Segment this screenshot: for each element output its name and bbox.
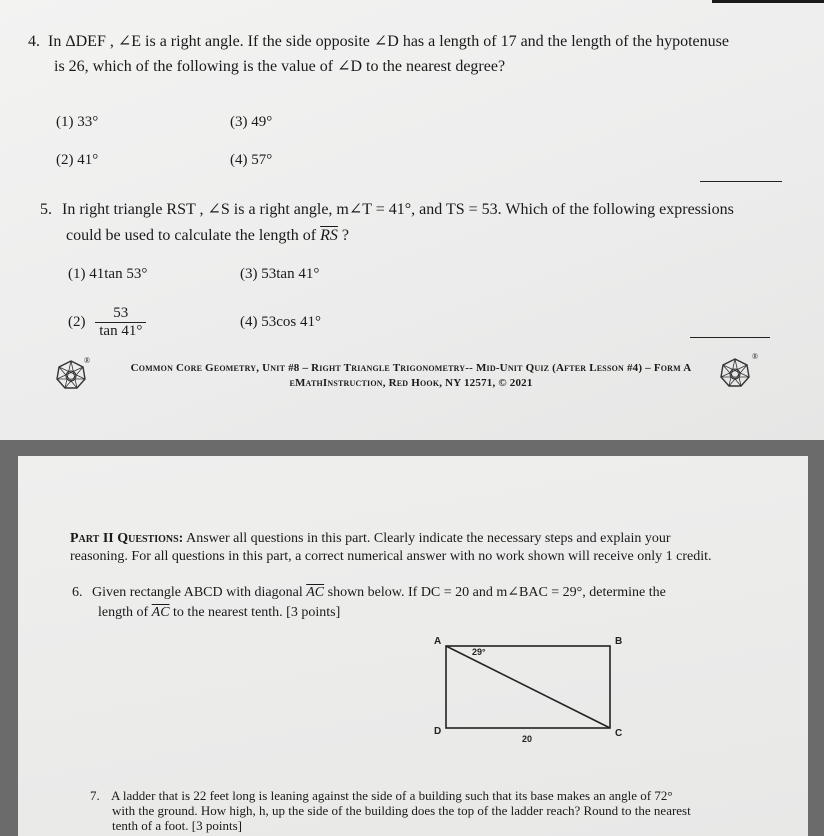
question-text-line1: In right triangle RST , ∠S is a right angle, m∠T = 41°, and TS = 53. Which of the following expressions <box>62 201 734 218</box>
segment-rs: $\overline{RS}$ <box>320 227 338 244</box>
emath-logo-icon <box>720 358 750 388</box>
question-number: 6. <box>72 585 83 600</box>
instructions-line1: Answer all questions in this part. Clearly indicate the necessary steps and explain your <box>186 531 671 546</box>
q6-line1-end: shown below. If DC = 20 and m∠BAC = 29°, determine the <box>327 585 666 600</box>
q5-line2-end: ? <box>337 227 350 244</box>
q4-option-1[interactable]: (1) 33° <box>56 114 99 130</box>
q4-option-2[interactable]: (2) 41° <box>56 152 99 168</box>
vertex-a-label: A <box>434 636 442 647</box>
fraction-numerator: 53 <box>95 305 146 323</box>
q7-line3: tenth of a foot. [3 points] <box>112 818 242 833</box>
q4-option-4[interactable]: (4) 57° <box>230 152 273 168</box>
vertex-d-label: D <box>434 726 442 737</box>
q5-option-3[interactable]: (3) 53tan 41° <box>240 266 320 282</box>
question-6 <box>72 584 772 622</box>
q5-option-4[interactable]: (4) 53cos 41° <box>240 314 321 330</box>
question-text-line2 <box>66 224 349 248</box>
q6-line2-end: to the nearest tenth. [3 points] <box>173 605 341 620</box>
registered-mark: ® <box>752 352 759 361</box>
q5-line2-text: could be used to calculate the length of <box>66 227 317 244</box>
question-number: 5. <box>40 201 52 218</box>
rectangle-abcd-diagram <box>422 632 642 748</box>
segment-ac: $\overline{AC}$ <box>306 585 325 600</box>
registered-mark: ® <box>84 356 91 365</box>
quiz-page-2 <box>18 456 808 836</box>
fraction-denominator: tan 41° <box>99 323 143 339</box>
diagonal-ac <box>446 646 610 728</box>
fraction <box>95 305 146 340</box>
emath-logo-icon <box>56 360 86 390</box>
side-dc-label: 20 <box>522 734 533 744</box>
q6-line1-text: Given rectangle ABCD with diagonal <box>92 585 303 600</box>
question-text-line1: In ΔDEF , ∠E is a right angle. If the side opposite ∠D has a length of 17 and the length of the hypotenuse <box>48 33 729 50</box>
q4-answer-line[interactable] <box>700 181 782 182</box>
q7-line1: A ladder that is 22 feet long is leaning against the side of a building such that its base makes an angle of 72° <box>111 788 673 803</box>
instructions-line2: reasoning. For all questions in this part, a correct numerical answer with no work shown will receive only 1 credit. <box>70 549 712 564</box>
q6-line2 <box>98 604 772 622</box>
question-number: 7. <box>90 788 100 803</box>
vertex-b-label: B <box>615 636 623 647</box>
q7-line2: with the ground. How high, h, up the side of the building does the top of the ladder reach? Round to the nearest <box>112 803 691 818</box>
q5-answer-line[interactable] <box>690 337 770 338</box>
angle-label: 29° <box>472 647 486 657</box>
footer-course-line: Common Core Geometry, Unit #8 – Right Triangle Trigonometry-- Mid-Unit Quiz (After Lesson #4) – Form A <box>130 362 692 374</box>
footer-publisher-line: eMathInstruction, Red Hook, NY 12571, © 2021 <box>289 377 533 389</box>
segment-ac: $\overline{AC}$ <box>151 605 170 620</box>
q4-option-3[interactable]: (3) 49° <box>230 114 273 130</box>
option-label: (2) <box>68 314 86 330</box>
top-rule <box>712 0 824 3</box>
vertex-c-label: C <box>615 728 623 739</box>
question-number: 4. <box>28 33 40 50</box>
q6-line2-text: length of <box>98 605 149 620</box>
question-text-line2: is 26, which of the following is the value of ∠D to the nearest degree? <box>54 58 506 75</box>
part-ii-instructions <box>70 530 770 566</box>
q5-option-1[interactable]: (1) 41tan 53° <box>68 266 148 282</box>
q5-option-2[interactable] <box>68 305 146 340</box>
part-ii-heading: Part II Questions: <box>70 531 184 546</box>
question-7 <box>90 788 790 833</box>
